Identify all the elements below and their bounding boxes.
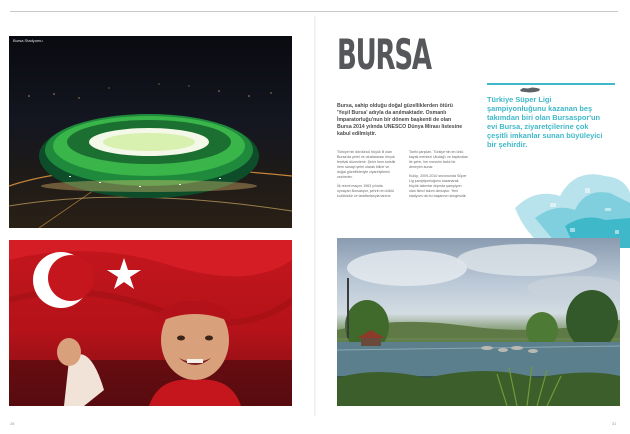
stadium-photo [9,36,292,228]
body-paragraph: Türkiye'nin dördüncü büyük ili olan Bursa'da yerel ve uluslararası birçok festival düzenlenir. Şehir hem turistik hem sanayi şehri olarak bilinir ve doğal güzellikleriyle ziyaretçilerini cezbeder. [337,150,396,179]
page-title: BURSA [337,30,431,79]
body-column-2 [409,150,469,203]
fan-flag-photo [9,240,292,406]
stadium-caption: Bursa Stadyumu [13,38,43,43]
top-rule [10,11,618,12]
decorative-mosaic [505,148,630,248]
stadium-illustration [9,36,292,228]
page-spine [314,16,316,416]
body-column-1 [337,150,397,203]
page-number-right: 31 [612,421,617,426]
body-paragraph: Tarihi çarşıları, Türkiye'nin en ünlü kayak merkezi Uludağ'ı ve kaplıcaları ile şehir, her mevsim farklı bir deneyim sunar. [409,150,469,169]
fan-flag-illustration [9,240,292,406]
page-number-left: 28 [10,421,15,426]
quote-rule [487,83,615,85]
body-paragraph: İlk resmi maçını 1963 yılında oynayan Bursaspor, şehrin en köklü kulübüdür ve taraftarlarıyla tanınır. [337,184,394,198]
park-lake-illustration [337,238,620,406]
turkey-map-icon [519,86,541,94]
intro-paragraph: Bursa, sahip olduğu doğal güzelliklerden ötürü 'Yeşil Bursa' adıyla da anılmaktadır. Osmanlı İmparatorluğu'nun bir dönem başkenti de olan Bursa 2014 yılında UNESCO Dünya Mirası listesine kabul edilmiştir. [337,103,463,137]
pull-quote: Türkiye Süper Ligi şampiyonluğunu kazanan beş takımdan biri olan Bursaspor'un evi Bursa, ziyaretçilerine çok çeşitli imkanlar sunan büyüleyici bir şehirdir. [487,95,603,149]
body-paragraph: Kulüp, 2009-2010 sezonunda Süper Lig şampiyonluğunu kazanarak büyük takımlar dışında şampiyon olan ikinci takım olmuştur. Yeni stadyum da bu başarının simgesidir. [409,174,467,198]
park-lake-photo [337,238,620,406]
